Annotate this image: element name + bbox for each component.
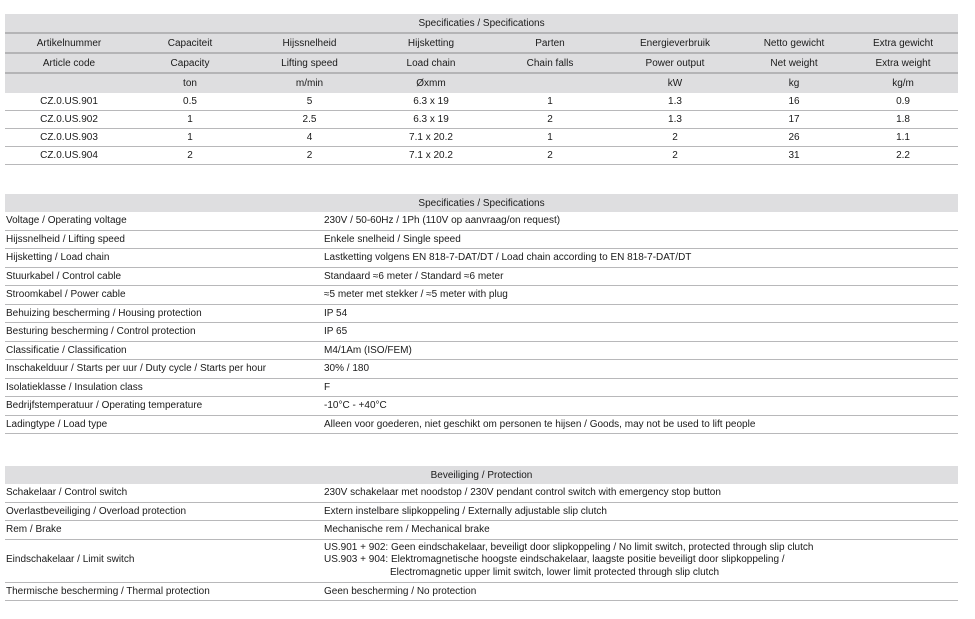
column-header: Hijssnelheid bbox=[247, 33, 372, 53]
cell: 5 bbox=[247, 93, 372, 111]
cell: 6.3 x 19 bbox=[372, 93, 490, 111]
cell: 0.5 bbox=[133, 93, 247, 111]
specs-models-table bbox=[5, 14, 958, 165]
column-header: Power output bbox=[610, 53, 740, 73]
cell: 2 bbox=[490, 147, 610, 165]
unit-label: kW bbox=[610, 73, 740, 93]
table-row bbox=[5, 304, 958, 323]
protection-label: Overlastbeveiliging / Overload protection bbox=[5, 502, 323, 521]
spec-label: Hijssnelheid / Lifting speed bbox=[5, 230, 323, 249]
spec-value: IP 54 bbox=[323, 304, 958, 323]
protection-value: 230V schakelaar met noodstop / 230V pendant control switch with emergency stop button bbox=[323, 484, 958, 502]
column-header: Capacity bbox=[133, 53, 247, 73]
spec-label: Inschakelduur / Starts per uur / Duty cycle / Starts per hour bbox=[5, 360, 323, 379]
cell: 2.5 bbox=[247, 111, 372, 129]
column-header: Artikelnummer bbox=[5, 33, 133, 53]
unit-label bbox=[490, 73, 610, 93]
table-row bbox=[5, 502, 958, 521]
table-row bbox=[5, 129, 958, 147]
cell: 2.2 bbox=[848, 147, 958, 165]
spec-label: Hijsketting / Load chain bbox=[5, 249, 323, 268]
table-row bbox=[5, 341, 958, 360]
protection-label: Eindschakelaar / Limit switch bbox=[5, 539, 323, 582]
unit-label: ton bbox=[133, 73, 247, 93]
article-code: CZ.0.US.903 bbox=[5, 129, 133, 147]
cell: 26 bbox=[740, 129, 848, 147]
spec-value: IP 65 bbox=[323, 323, 958, 342]
spec-label: Classificatie / Classification bbox=[5, 341, 323, 360]
spec-value: Standaard ≈6 meter / Standard ≈6 meter bbox=[323, 267, 958, 286]
spec-value: Lastketting volgens EN 818-7-DAT/DT / Load chain according to EN 818-7-DAT/DT bbox=[323, 249, 958, 268]
table-row bbox=[5, 323, 958, 342]
specs-general-table bbox=[5, 194, 958, 434]
table-title-row bbox=[5, 466, 958, 484]
spec-value: ≈5 meter met stekker / ≈5 meter with plug bbox=[323, 286, 958, 305]
table-row bbox=[5, 521, 958, 540]
cell: 7.1 x 20.2 bbox=[372, 147, 490, 165]
table-row bbox=[5, 249, 958, 268]
table-row bbox=[5, 111, 958, 129]
table-title: Beveiliging / Protection bbox=[5, 466, 958, 484]
cell: 1 bbox=[490, 93, 610, 111]
unit-label: Øxmm bbox=[372, 73, 490, 93]
spec-label: Isolatieklasse / Insulation class bbox=[5, 378, 323, 397]
cell: 2 bbox=[247, 147, 372, 165]
spec-value: -10°C - +40°C bbox=[323, 397, 958, 416]
column-header: Load chain bbox=[372, 53, 490, 73]
column-header: Extra gewicht bbox=[848, 33, 958, 53]
column-header: Lifting speed bbox=[247, 53, 372, 73]
table-title-row bbox=[5, 194, 958, 212]
limit-switch-line: US.903 + 904: Elektromagnetische hoogste eindschakelaar, laagste positie beveiligt door slipkoppeling / bbox=[324, 554, 785, 566]
table-row bbox=[5, 484, 958, 502]
table-row bbox=[5, 230, 958, 249]
spec-value: 230V / 50-60Hz / 1Ph (110V op aanvraag/on request) bbox=[323, 212, 958, 230]
protection-label: Thermische bescherming / Thermal protection bbox=[5, 582, 323, 601]
cell: 1 bbox=[490, 129, 610, 147]
spec-value: 30% / 180 bbox=[323, 360, 958, 379]
spec-label: Bedrijfstemperatuur / Operating temperature bbox=[5, 397, 323, 416]
column-header: Article code bbox=[5, 53, 133, 73]
spec-value: F bbox=[323, 378, 958, 397]
protection-label: Schakelaar / Control switch bbox=[5, 484, 323, 502]
spec-value: Alleen voor goederen, niet geschikt om personen te hijsen / Goods, may not be used to lift people bbox=[323, 415, 958, 434]
cell: 16 bbox=[740, 93, 848, 111]
unit-label: m/min bbox=[247, 73, 372, 93]
spec-value: Enkele snelheid / Single speed bbox=[323, 230, 958, 249]
limit-switch-line: Electromagnetic upper limit switch, lower limit protected through slip clutch bbox=[390, 566, 720, 578]
units-row bbox=[5, 73, 958, 93]
table-row bbox=[5, 415, 958, 434]
cell: 2 bbox=[133, 147, 247, 165]
protection-value bbox=[323, 539, 958, 582]
column-header: Chain falls bbox=[490, 53, 610, 73]
spec-label: Voltage / Operating voltage bbox=[5, 212, 323, 230]
cell: 2 bbox=[610, 147, 740, 165]
table-row bbox=[5, 582, 958, 601]
table-title: Specificaties / Specifications bbox=[5, 194, 958, 212]
table-title: Specificaties / Specifications bbox=[5, 14, 958, 33]
table-row bbox=[5, 378, 958, 397]
table-row bbox=[5, 267, 958, 286]
spec-label: Behuizing bescherming / Housing protection bbox=[5, 304, 323, 323]
table-row bbox=[5, 539, 958, 582]
cell: 2 bbox=[610, 129, 740, 147]
spec-label: Stroomkabel / Power cable bbox=[5, 286, 323, 305]
table-row bbox=[5, 212, 958, 230]
cell: 1 bbox=[133, 111, 247, 129]
cell: 6.3 x 19 bbox=[372, 111, 490, 129]
unit-label bbox=[5, 73, 133, 93]
spec-value: M4/1Am (ISO/FEM) bbox=[323, 341, 958, 360]
article-code: CZ.0.US.904 bbox=[5, 147, 133, 165]
column-header: Net weight bbox=[740, 53, 848, 73]
cell: 17 bbox=[740, 111, 848, 129]
unit-label: kg bbox=[740, 73, 848, 93]
cell: 1.3 bbox=[610, 111, 740, 129]
column-header: Extra weight bbox=[848, 53, 958, 73]
cell: 1.8 bbox=[848, 111, 958, 129]
cell: 7.1 x 20.2 bbox=[372, 129, 490, 147]
protection-value: Geen bescherming / No protection bbox=[323, 582, 958, 601]
table-row bbox=[5, 147, 958, 165]
unit-label: kg/m bbox=[848, 73, 958, 93]
table-row bbox=[5, 93, 958, 111]
cell: 4 bbox=[247, 129, 372, 147]
protection-value: Mechanische rem / Mechanical brake bbox=[323, 521, 958, 540]
column-header: Hijsketting bbox=[372, 33, 490, 53]
cell: 1 bbox=[133, 129, 247, 147]
protection-label: Rem / Brake bbox=[5, 521, 323, 540]
cell: 2 bbox=[490, 111, 610, 129]
table-row bbox=[5, 286, 958, 305]
table-row bbox=[5, 397, 958, 416]
spec-label: Stuurkabel / Control cable bbox=[5, 267, 323, 286]
cell: 1.3 bbox=[610, 93, 740, 111]
table-title-row bbox=[5, 14, 958, 33]
protection-value: Extern instelbare slipkoppeling / Externally adjustable slip clutch bbox=[323, 502, 958, 521]
cell: 1.1 bbox=[848, 129, 958, 147]
column-header: Netto gewicht bbox=[740, 33, 848, 53]
cell: 31 bbox=[740, 147, 848, 165]
header-row-nl bbox=[5, 33, 958, 53]
protection-table bbox=[5, 466, 958, 601]
spec-label: Ladingtype / Load type bbox=[5, 415, 323, 434]
header-row-en bbox=[5, 53, 958, 73]
limit-switch-line: US.901 + 902: Geen eindschakelaar, beveiligt door slipkoppeling / No limit switch, protected through slip clutch bbox=[324, 541, 814, 553]
cell: 0.9 bbox=[848, 93, 958, 111]
article-code: CZ.0.US.902 bbox=[5, 111, 133, 129]
column-header: Parten bbox=[490, 33, 610, 53]
article-code: CZ.0.US.901 bbox=[5, 93, 133, 111]
table-row bbox=[5, 360, 958, 379]
column-header: Capaciteit bbox=[133, 33, 247, 53]
spec-label: Besturing bescherming / Control protection bbox=[5, 323, 323, 342]
column-header: Energieverbruik bbox=[610, 33, 740, 53]
